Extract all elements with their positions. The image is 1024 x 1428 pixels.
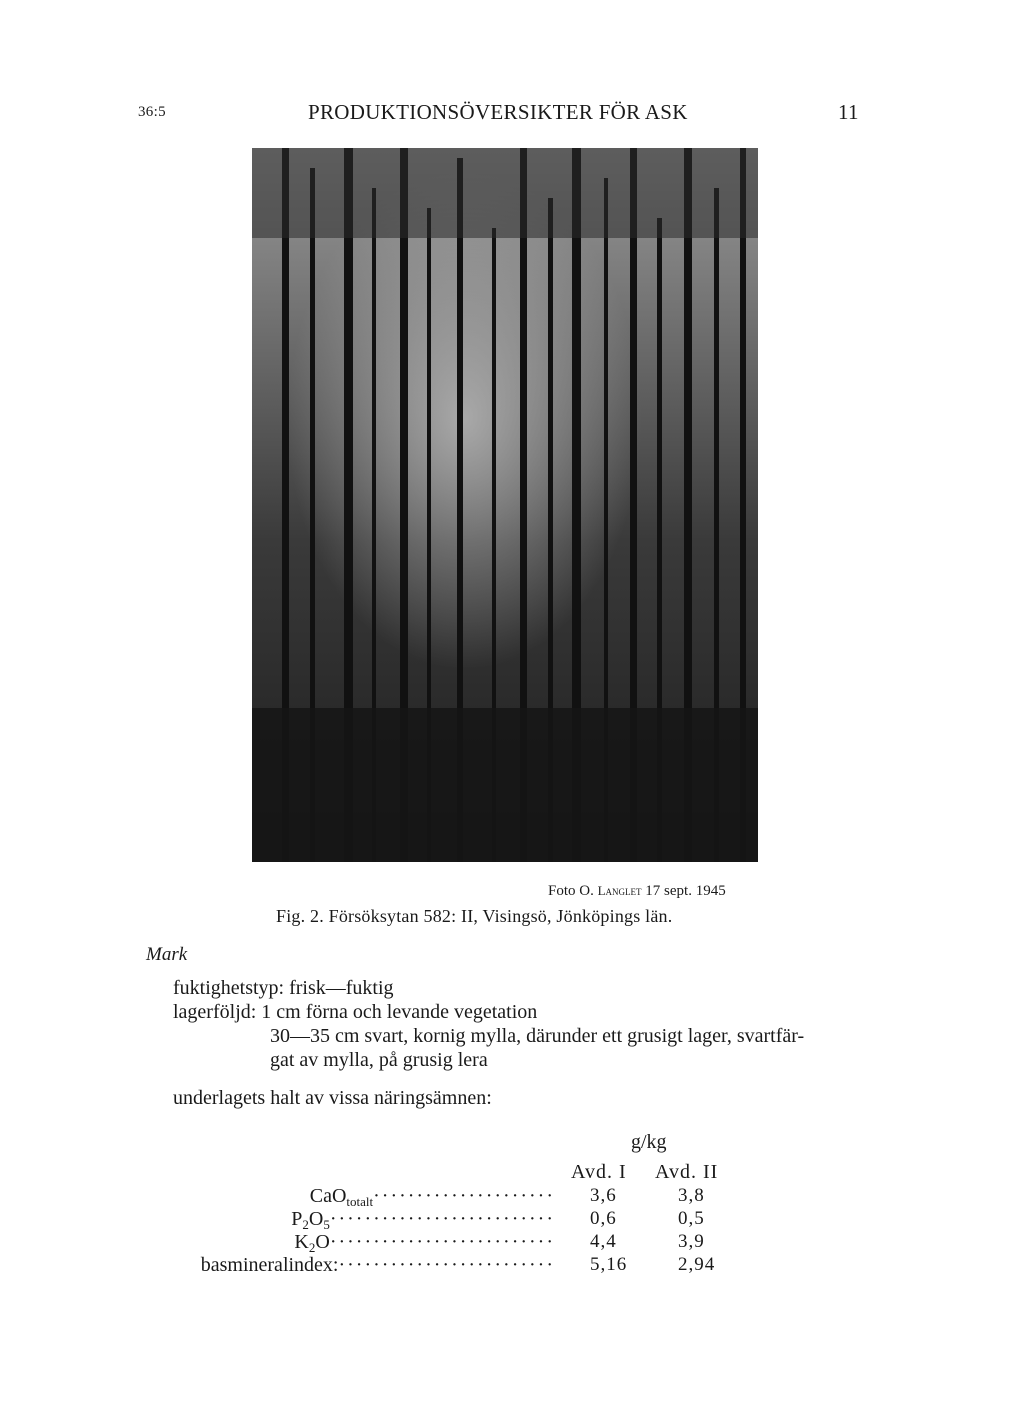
layer-sequence-line: lagerföljd: 1 cm förna och levande vegetation xyxy=(173,1001,538,1023)
nutrient-intro-line: underlagets halt av vissa näringsämnen: xyxy=(173,1087,492,1109)
table-row xyxy=(0,1254,1024,1278)
layer-sequence-continued: 30—35 cm svart, kornig mylla, därunder ett grusigt lager, svartfär- xyxy=(270,1025,805,1047)
row-label: $P_2O_5\cdot\cdot\cdot\cdot\cdot\cdot\cdot\cdot\cdot\cdot\cdot\cdot\cdot\cdot\cdot\cdot\cdot\cdot\cdot\cdot\cdot\cdot\cdot\cdot\cdot\cdot$ xyxy=(291,1208,555,1232)
table-row xyxy=(0,1208,1024,1232)
moisture-type-line: fuktighetstyp: frisk—fuktig xyxy=(173,977,394,999)
value-avd-2: 2,94 xyxy=(678,1254,716,1275)
table-unit: g/kg xyxy=(631,1131,667,1153)
figure-caption: Fig. 2. Försöksytan 582: II, Visingsö, Jönköpings län. xyxy=(276,906,673,926)
row-label: $K_2O\cdot\cdot\cdot\cdot\cdot\cdot\cdot\cdot\cdot\cdot\cdot\cdot\cdot\cdot\cdot\cdot\cdot\cdot\cdot\cdot\cdot\cdot\cdot\cdot\cdot\cdot$ xyxy=(294,1231,555,1255)
value-avd-1: 5,16 xyxy=(590,1254,628,1275)
value-avd-2: 3,8 xyxy=(678,1185,705,1206)
value-avd-1: 0,6 xyxy=(590,1208,617,1229)
table-row xyxy=(0,1185,1024,1209)
forest-photo-drawing xyxy=(252,148,758,862)
value-avd-2: 3,9 xyxy=(678,1231,705,1252)
page-number: 11 xyxy=(838,100,859,124)
value-avd-1: 4,4 xyxy=(590,1231,617,1252)
credit-photographer: Langlet xyxy=(597,883,642,898)
credit-prefix: Foto O. xyxy=(548,883,594,899)
row-label: CaO$_{totalt}$····················· xyxy=(309,1185,555,1209)
column-header-avd-1: Avd. I xyxy=(571,1161,627,1183)
running-title: PRODUKTIONSÖVERSIKTER FÖR ASK xyxy=(308,100,688,124)
value-avd-2: 0,5 xyxy=(678,1208,705,1229)
series-number: 36:5 xyxy=(138,104,166,120)
value-avd-1: 3,6 xyxy=(590,1185,617,1206)
layer-sequence-end: gat av mylla, på grusig lera xyxy=(270,1049,488,1071)
table-row xyxy=(0,1231,1024,1255)
column-header-avd-2: Avd. II xyxy=(655,1161,719,1183)
credit-date: 17 sept. 1945 xyxy=(645,883,726,899)
photo-credit xyxy=(548,883,726,900)
section-heading: Mark xyxy=(146,944,188,965)
forest-photograph xyxy=(252,148,758,862)
row-label: basmineralindex:························· xyxy=(200,1254,555,1276)
